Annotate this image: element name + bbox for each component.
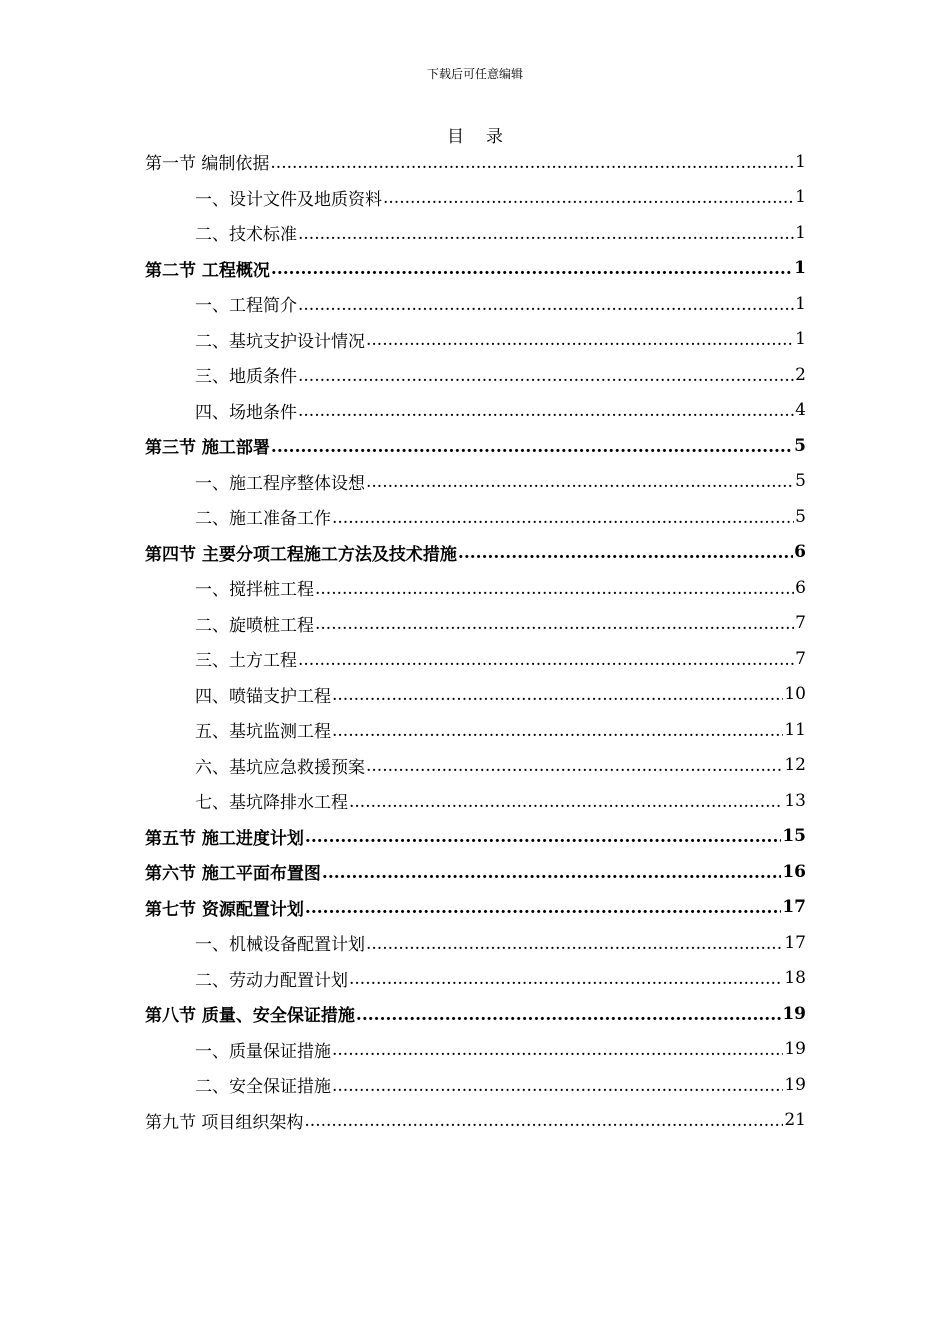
toc-page-number: 15 [782,826,806,847]
toc-entry-title: 第九节 项目组织架构 [145,1112,304,1133]
toc-dot-leader [349,969,783,989]
toc-subsection-entry[interactable] [145,499,806,535]
toc-entry-title: 一、机械设备配置计划 [195,935,365,956]
toc-entry-title: 三、土方工程 [195,651,297,672]
toc-page-number: 21 [784,1110,806,1131]
toc-subsection-entry[interactable] [145,1067,806,1103]
toc-dot-leader [271,437,793,457]
toc-section-entry[interactable] [145,428,806,464]
toc-entry-title: 一、搅拌桩工程 [195,580,314,601]
toc-dot-leader [270,153,794,173]
toc-entry-title: 二、旋喷桩工程 [195,615,314,636]
toc-subsection-entry[interactable] [145,215,806,251]
toc-title: 目录 [447,127,525,147]
toc-entry-title: 第一节 编制依据 [145,154,270,175]
toc-entry-title: 第二节 工程概况 [145,260,270,281]
toc-entry-title: 一、工程简介 [195,296,297,317]
toc-subsection-entry[interactable] [145,464,806,500]
toc-page-number: 13 [784,790,806,811]
toc-entry-title: 四、场地条件 [195,402,297,423]
toc-dot-leader [298,366,794,386]
toc-subsection-entry[interactable] [145,606,806,642]
toc-page-number: 5 [795,506,806,527]
toc-dot-leader [332,1040,783,1060]
toc-entry-title: 二、施工准备工作 [195,509,331,530]
toc-section-entry[interactable] [145,854,806,890]
toc-dot-leader [305,827,781,847]
toc-dot-leader [349,792,783,812]
toc-dot-leader [298,650,794,670]
toc-subsection-entry[interactable] [145,180,806,216]
toc-section-entry[interactable] [145,251,806,287]
toc-entry-title: 第四节 主要分项工程施工方法及技术措施 [145,544,457,565]
toc-entry-title: 第六节 施工平面布置图 [145,864,321,885]
toc-page-number: 16 [782,861,806,882]
toc-page-number: 5 [795,471,806,492]
toc-page-number: 17 [784,932,806,953]
toc-subsection-entry[interactable] [145,748,806,784]
toc-entry-title: 一、施工程序整体设想 [195,473,365,494]
toc-section-entry[interactable] [145,1103,806,1139]
toc-dot-leader [332,1076,783,1096]
toc-page-number: 19 [782,1003,806,1024]
toc-page-number: 5 [794,435,806,456]
toc-page-number: 7 [795,613,806,634]
toc-dot-leader [366,330,794,350]
toc-section-entry[interactable] [145,890,806,926]
toc-page-number: 18 [784,968,806,989]
toc-page-number: 12 [784,755,806,776]
toc-subsection-entry[interactable] [145,393,806,429]
toc-dot-leader [271,259,793,279]
toc-dot-leader [322,863,781,883]
toc-dot-leader [315,614,794,634]
toc-entry-title: 第五节 施工进度计划 [145,828,304,849]
toc-dot-leader [298,401,794,421]
toc-dot-leader [298,224,794,244]
toc-page-number: 1 [795,293,806,314]
toc-page-number: 17 [782,897,806,918]
toc-entry-title: 一、质量保证措施 [195,1041,331,1062]
toc-subsection-entry[interactable] [145,677,806,713]
toc-subsection-entry[interactable] [145,1032,806,1068]
toc-page-number: 1 [795,151,806,172]
toc-dot-leader [332,721,783,741]
toc-entry-title: 二、劳动力配置计划 [195,970,348,991]
toc-subsection-entry[interactable] [145,570,806,606]
toc-entry-title: 六、基坑应急救援预案 [195,757,365,778]
toc-page-number: 10 [784,684,806,705]
header-note: 下载后可任意编辑 [426,67,523,81]
toc-page-number: 7 [795,648,806,669]
toc-entry-title: 三、地质条件 [195,367,297,388]
toc-page-number: 19 [784,1039,806,1060]
toc-page-number: 4 [795,400,806,421]
table-of-contents [145,144,806,1138]
toc-dot-leader [458,543,793,563]
toc-entry-title: 五、基坑监测工程 [195,722,331,743]
toc-dot-leader [366,472,794,492]
toc-page-number: 6 [795,577,806,598]
toc-section-entry[interactable] [145,996,806,1032]
toc-page-number: 1 [795,222,806,243]
toc-page-number: 6 [794,542,806,563]
toc-subsection-entry[interactable] [145,357,806,393]
toc-page-number: 11 [784,719,806,740]
toc-entry-title: 七、基坑降排水工程 [195,793,348,814]
toc-subsection-entry[interactable] [145,712,806,748]
toc-dot-leader [366,756,783,776]
toc-page-number: 19 [784,1074,806,1095]
toc-page-number: 2 [795,364,806,385]
toc-section-entry[interactable] [145,819,806,855]
toc-dot-leader [356,1005,781,1025]
toc-dot-leader [315,579,794,599]
toc-entry-title: 第八节 质量、安全保证措施 [145,1006,355,1027]
toc-page-number: 1 [794,258,806,279]
toc-dot-leader [332,685,783,705]
toc-dot-leader [298,295,794,315]
toc-entry-title: 四、喷锚支护工程 [195,686,331,707]
toc-subsection-entry[interactable] [145,925,806,961]
toc-dot-leader [366,934,783,954]
toc-dot-leader [305,898,781,918]
toc-entry-title: 二、基坑支护设计情况 [195,331,365,352]
toc-subsection-entry[interactable] [145,783,806,819]
toc-entry-title: 二、安全保证措施 [195,1077,331,1098]
toc-entry-title: 一、设计文件及地质资料 [195,189,382,210]
toc-subsection-entry[interactable] [145,286,806,322]
toc-entry-title: 第三节 施工部署 [145,438,270,459]
toc-dot-leader [304,1111,783,1131]
toc-dot-leader [332,508,794,528]
toc-subsection-entry[interactable] [145,641,806,677]
toc-dot-leader [383,188,794,208]
toc-section-entry[interactable] [145,535,806,571]
toc-entry-title: 二、技术标准 [195,225,297,246]
toc-subsection-entry[interactable] [145,961,806,997]
toc-section-entry[interactable] [145,144,806,180]
toc-page-number: 1 [795,329,806,350]
toc-page-number: 1 [795,187,806,208]
toc-subsection-entry[interactable] [145,322,806,358]
toc-entry-title: 第七节 资源配置计划 [145,899,304,920]
